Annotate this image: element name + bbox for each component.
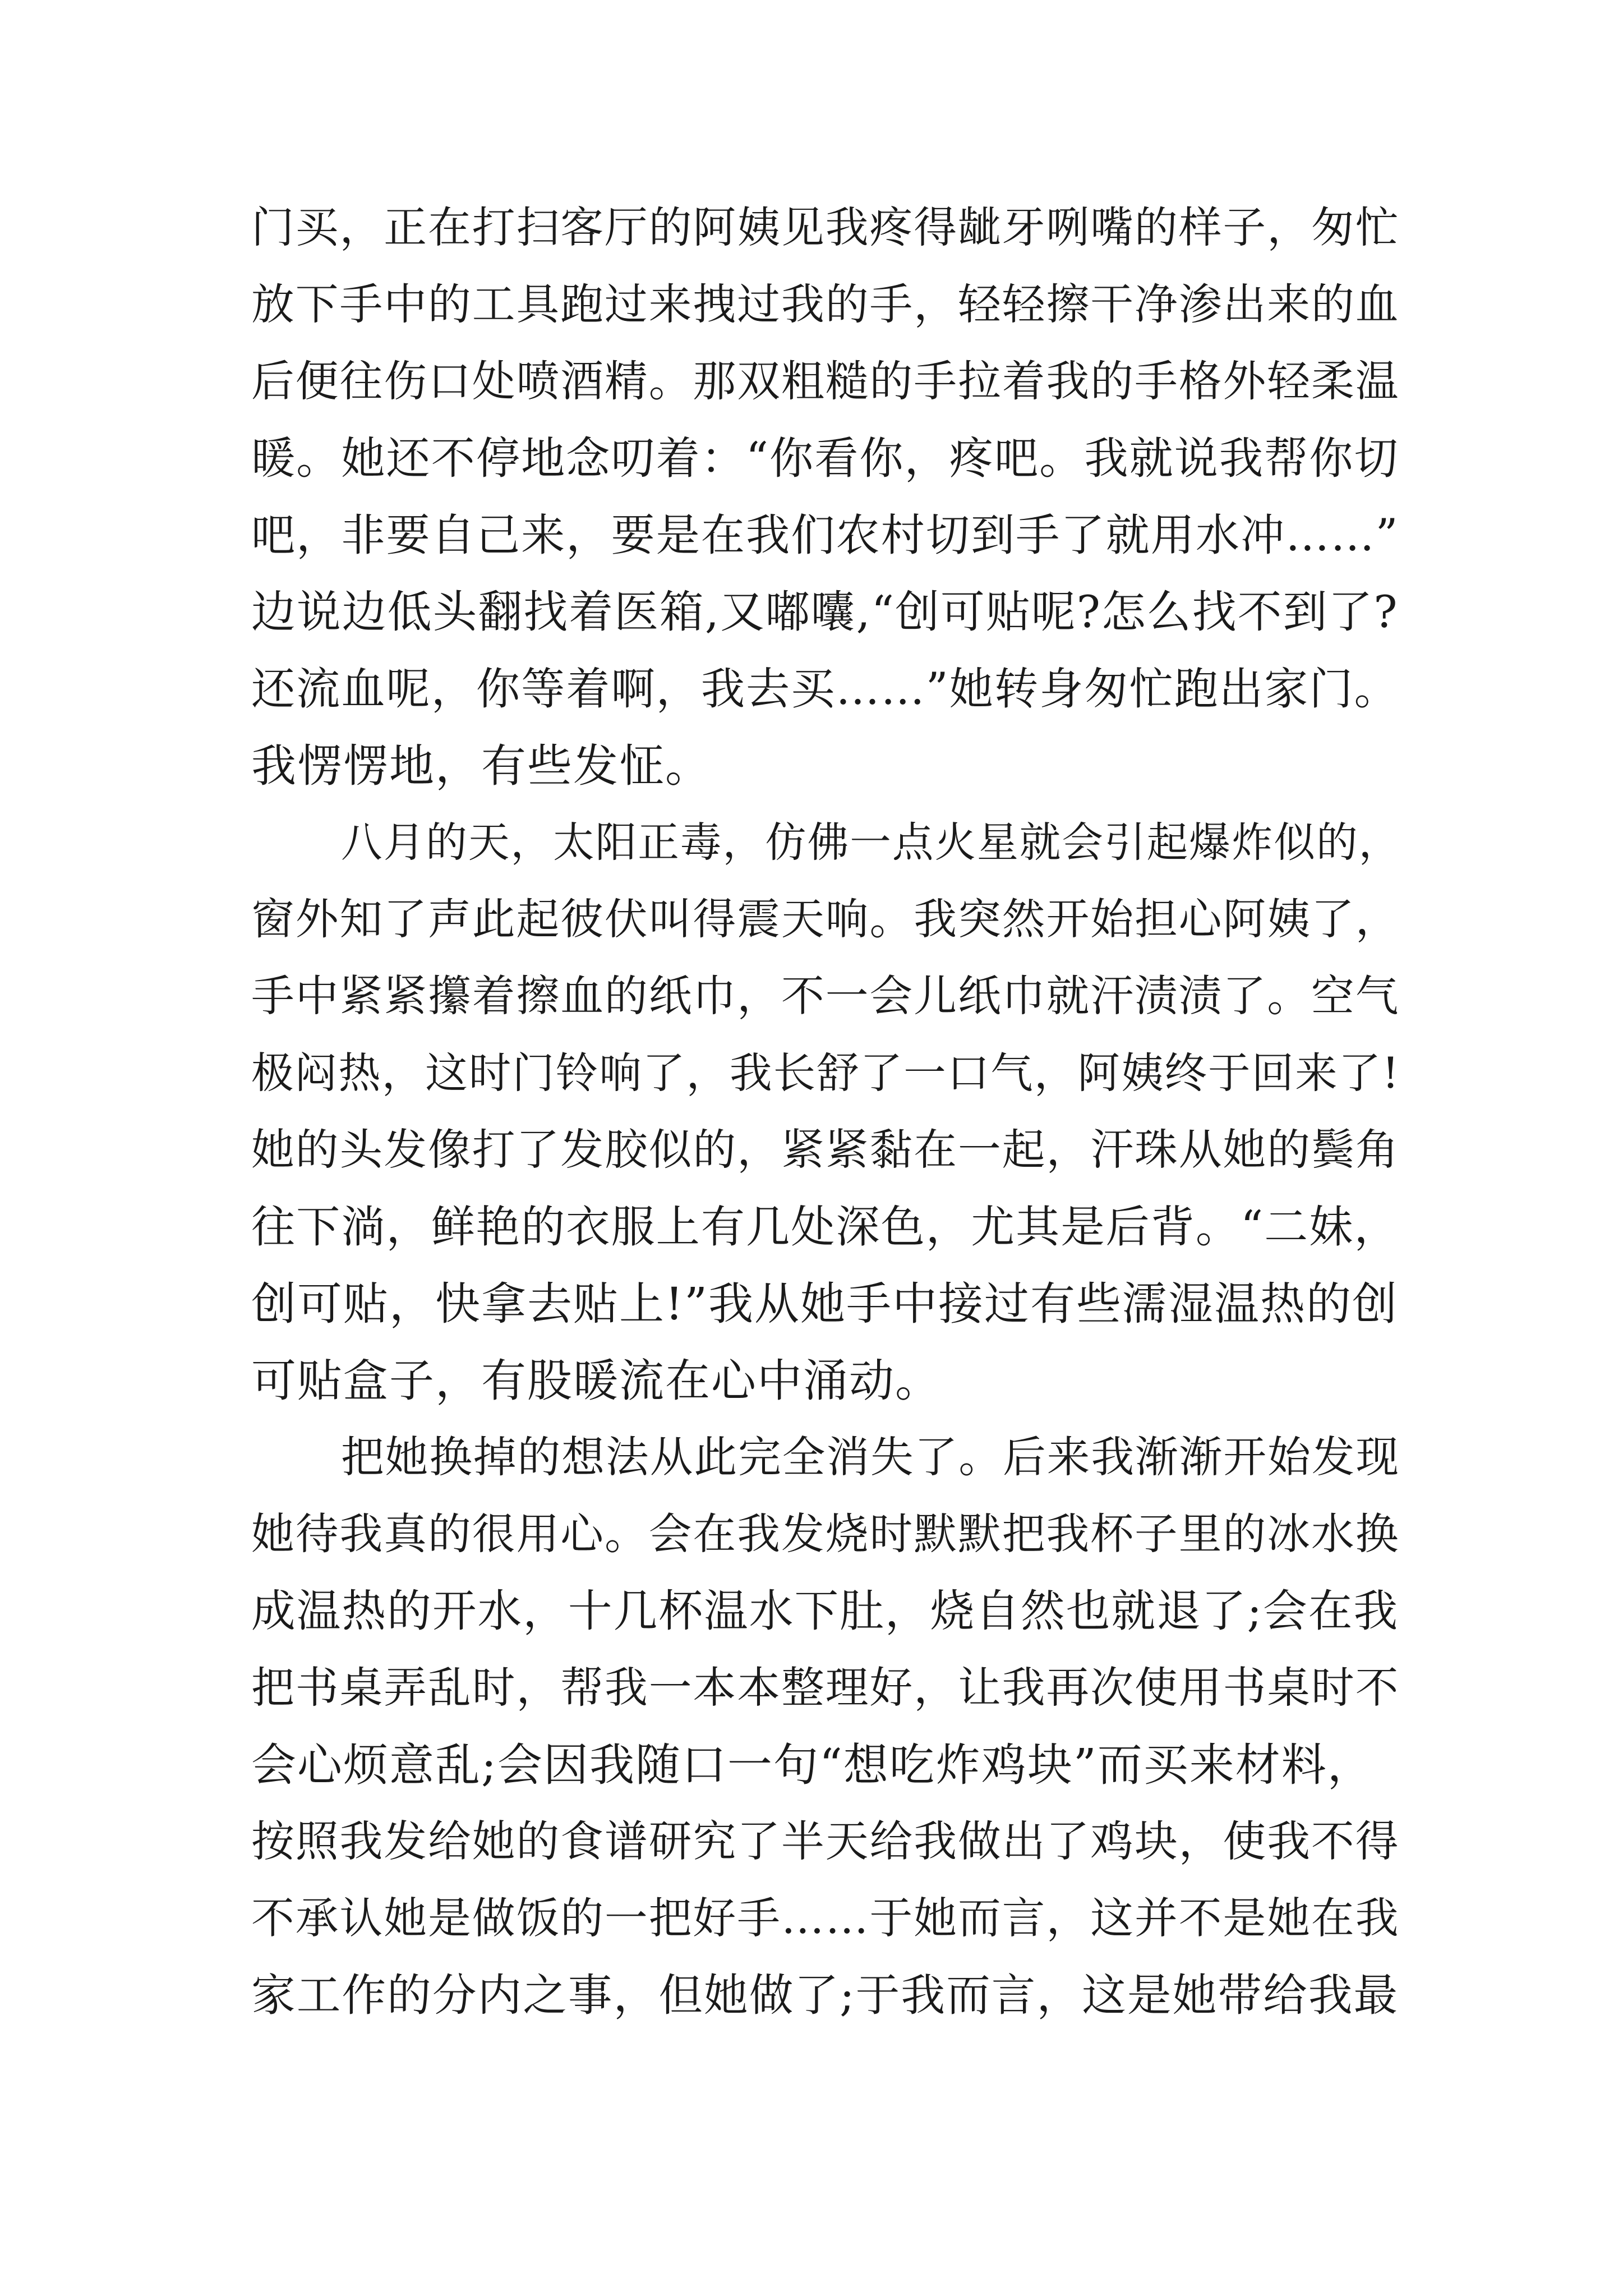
text-line: 门买，正在打扫客厅的阿姨见我疼得龇牙咧嘴的样子，匆忙 (251, 203, 1400, 253)
text-line: 还流血呢，你等着啊，我去买……”她转身匆忙跑出家门。 (251, 664, 1399, 715)
text-line: 可贴盒子，有股暖流在心中涌动。 (251, 1355, 941, 1407)
text-line: 我愣愣地，有些发怔。 (251, 740, 711, 792)
paragraph-first-line: 八月的天，太阳正毒，仿佛一点火星就会引起爆炸似的， (341, 819, 1401, 867)
document-text-body (251, 190, 1404, 2034)
text-line: 后便往伤口处喷酒精。那双粗糙的手拉着我的手格外轻柔温 (251, 357, 1400, 407)
text-line: 往下淌，鲜艳的衣服上有几处深色，尤其是后背。“二妹， (251, 1202, 1399, 1253)
text-line: 吧，非要自己来，要是在我们农村切到手了就用水冲……” (251, 510, 1399, 561)
text-line: 家工作的分内之事，但她做了;于我而言，这是她带给我最 (251, 1970, 1399, 2021)
text-line: 极闷热，这时门铃响了，我长舒了一口气，阿姨终于回来了! (251, 1048, 1400, 1098)
text-line: 按照我发给她的食谱研究了半天给我做出了鸡块，使我不得 (251, 1817, 1400, 1867)
text-line: 她待我真的很用心。会在我发烧时默默把我杯子里的冰水换 (251, 1510, 1400, 1559)
text-line: 不承认她是做饭的一把好手……于她而言，这并不是她在我 (251, 1894, 1400, 1944)
text-line: 把书桌弄乱时，帮我一本本整理好，让我再次使用书桌时不 (251, 1663, 1400, 1713)
text-line: 放下手中的工具跑过来拽过我的手，轻轻擦干净渗出来的血 (251, 280, 1400, 330)
text-line: 窗外知了声此起彼伏叫得震天响。我突然开始担心阿姨了， (251, 895, 1400, 945)
text-line: 手中紧紧攥着擦血的纸巾，不一会儿纸巾就汗渍渍了。空气 (251, 972, 1400, 1022)
text-line: 边说边低头翻找着医箱,又嘟囔,“创可贴呢?怎么找不到了? (251, 586, 1399, 638)
text-line: 创可贴，快拿去贴上!”我从她手中接过有些濡湿温热的创 (251, 1278, 1399, 1330)
text-line: 会心烦意乱;会因我随口一句“想吃炸鸡块”而买来材料， (251, 1739, 1373, 1791)
text-line: 暖。她还不停地念叨着：“你看你，疼吧。我就说我帮你切 (251, 433, 1399, 484)
text-line: 成温热的开水，十几杯温水下肚，烧自然也就退了;会在我 (251, 1585, 1399, 1637)
text-line: 她的头发像打了发胶似的，紧紧黏在一起，汗珠从她的鬓角 (251, 1125, 1400, 1175)
paragraph-first-line: 把她换掉的想法从此完全消失了。后来我渐渐开始发现 (341, 1433, 1400, 1483)
